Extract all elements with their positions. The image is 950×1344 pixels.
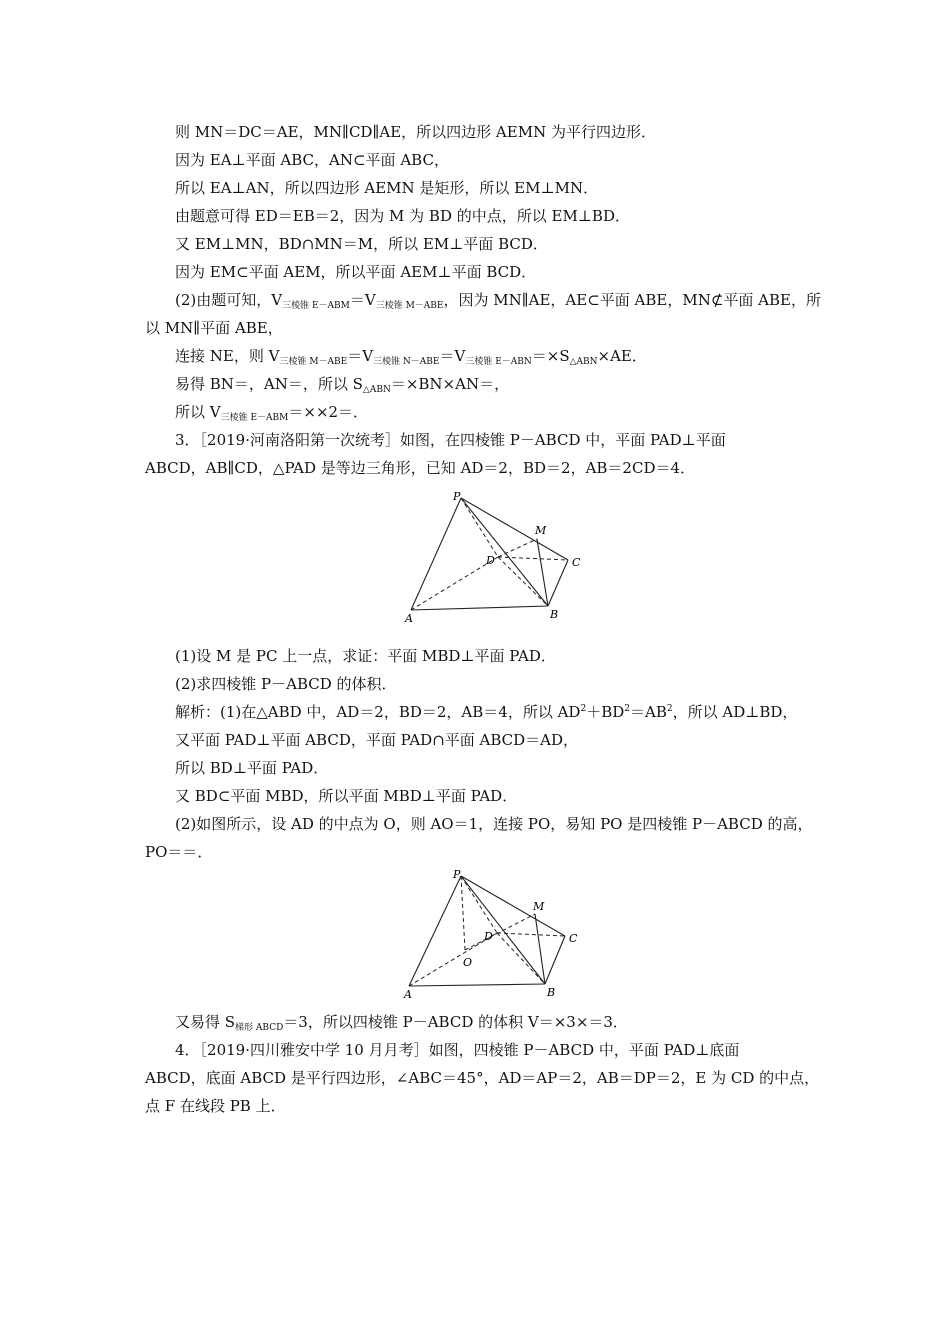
- text-line: 易得 BN＝，AN＝，所以 $S_{\triangle ABN}=\times BN\times AN=$，: [175, 375, 510, 395]
- pyramid-figure-2: [395, 866, 595, 1008]
- pyramid-diagram-1: [395, 488, 595, 628]
- text-line: (2)如图所示，设 AD 的中点为 O，则 AO＝1，连接 PO，易知 PO 是四棱锥 P－ABCD 的高，: [175, 815, 813, 833]
- text-line: 则 MN＝DC＝AE，MN∥CD∥AE，所以四边形 AEMN 为平行四边形．: [175, 123, 656, 141]
- label-A: A: [405, 612, 413, 625]
- segment-OM: [465, 914, 535, 950]
- edge-PA: [411, 498, 461, 610]
- label-P: P: [453, 868, 461, 881]
- edge-BC: [548, 560, 568, 606]
- text-line: 所以 $V_{三棱锥 E-ABM}=\times\times 2=$．: [175, 403, 369, 423]
- edge-AD: [411, 557, 498, 610]
- segment-DB: [497, 933, 545, 984]
- solution-text: 解析：(1)在△ABD 中，AD＝2，BD＝2，AB＝4，所以 $AD^2+BD^2=AB^2$，所以 AD⊥BD，: [175, 703, 798, 721]
- label-B: B: [547, 986, 556, 999]
- edge-DC: [498, 557, 568, 560]
- label-C: C: [572, 556, 581, 569]
- text-line: 连接 NE，则 $V_{三棱锥 M-ABE}=V_{三棱锥 N-ABE}=V_{三棱锥 E-ABN}=\times S_{\triangle ABN}\times AE$．: [175, 347, 647, 367]
- pyramid-figure-1: [395, 488, 595, 628]
- text-line: 因为 EM⊂平面 AEM，所以平面 AEM⊥平面 BCD．: [175, 263, 537, 281]
- text-line: 又 EM⊥MN，BD∩MN＝M，所以 EM⊥平面 BCD．: [175, 235, 548, 253]
- problem-3-statement: 3．［2019·河南洛阳第一次统考］如图，在四棱锥 P－ABCD 中，平面 PAD⊥平面: [175, 431, 726, 449]
- label-A: A: [404, 988, 412, 1001]
- label-O: O: [463, 956, 473, 969]
- text-line: 又 BD⊂平面 MBD，所以平面 MBD⊥平面 PAD．: [175, 787, 518, 805]
- text-line: (2)求四棱锥 P－ABCD 的体积．: [175, 675, 397, 693]
- edge-PC: [461, 498, 568, 560]
- text-line: (1)设 M 是 PC 上一点，求证：平面 MBD⊥平面 PAD．: [175, 647, 556, 665]
- text-line: 所以 BD⊥平面 PAD．: [175, 759, 329, 777]
- edge-BC: [545, 936, 565, 984]
- edge-PD: [461, 876, 497, 933]
- segment-DB: [498, 557, 548, 606]
- label-M: M: [533, 900, 545, 913]
- label-D: D: [486, 554, 495, 567]
- text-line: 由题意可得 ED＝EB＝2，因为 M 为 BD 的中点，所以 EM⊥BD．: [175, 207, 630, 225]
- text-line: 又易得 $S_{梯形 ABCD}=3$，所以四棱锥 P－ABCD 的体积 V＝×3×＝3．: [175, 1013, 628, 1033]
- text-line: ABCD，底面 ABCD 是平行四边形，∠ABC＝45°，AD＝AP＝2，AB＝DP＝2，E 为 CD 的中点，: [145, 1069, 820, 1087]
- text-line: 点 F 在线段 PB 上．: [145, 1097, 286, 1115]
- label-P: P: [453, 490, 461, 503]
- label-B: B: [550, 608, 559, 621]
- text-line: ABCD，AB∥CD，△PAD 是等边三角形，已知 AD＝2，BD＝2，AB＝2CD＝4．: [145, 459, 696, 477]
- text-line: 所以 EA⊥AN，所以四边形 AEMN 是矩形，所以 EM⊥MN．: [175, 179, 599, 197]
- problem-4-statement: 4．［2019·四川雅安中学 10 月月考］如图，四棱锥 P－ABCD 中，平面 PAD⊥底面: [175, 1041, 740, 1059]
- label-C: C: [569, 932, 578, 945]
- text-line: 因为 EA⊥平面 ABC，AN⊂平面 ABC，: [175, 151, 449, 169]
- edge-PD: [461, 498, 498, 557]
- pyramid-diagram-2: [395, 866, 595, 1008]
- text-line: 以 MN∥平面 ABE，: [145, 319, 283, 337]
- label-D: D: [484, 930, 493, 943]
- text-line: (2)由题可知，$V_{三棱锥 E-ABM}=V_{三棱锥 M-ABE}$，因为 MN∥AE，AE⊂平面 ABE，MN⊄平面 ABE，所: [175, 291, 821, 311]
- edge-PB: [461, 498, 548, 606]
- text-line: PO＝＝．: [145, 843, 213, 861]
- segment-PO: [461, 876, 465, 950]
- edge-AB: [411, 606, 548, 610]
- edge-AB: [409, 984, 545, 986]
- edge-PC: [461, 876, 565, 936]
- segment-MB: [537, 539, 548, 606]
- segment-DM: [498, 539, 537, 557]
- label-M: M: [535, 524, 547, 537]
- edge-PA: [409, 876, 461, 986]
- text-line: 又平面 PAD⊥平面 ABCD，平面 PAD∩平面 ABCD＝AD，: [175, 731, 579, 749]
